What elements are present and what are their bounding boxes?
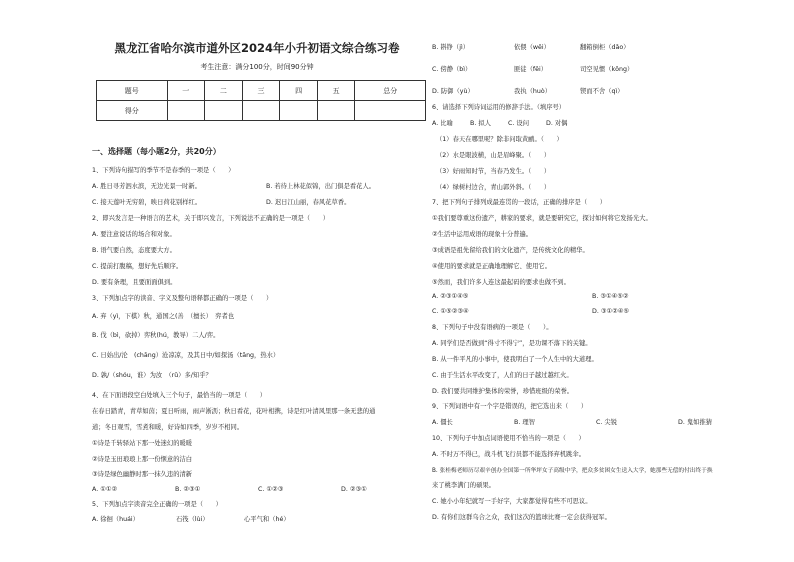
sentence-line: ⑤然而，我们许多人连这最起码的要求也做不到。 <box>432 279 570 286</box>
option-line: D. 鬼如推猜 <box>678 419 713 426</box>
section-heading: 一、选择题（每小题2分，共20分） <box>92 147 221 156</box>
option-line: 我执（huò） <box>514 88 552 95</box>
option-line: B. ③①④⑤② <box>592 293 629 300</box>
question-line: 5、下列加点字读音完全正确的一项是（ ） <box>92 501 222 508</box>
score-cell[interactable] <box>355 101 426 121</box>
option-line: C. 设问 <box>508 120 529 127</box>
question-line: 9、下列词语中有一个字是错误的，把它选出来（ ） <box>432 403 588 410</box>
option-line: 心平气和（hé） <box>244 516 290 523</box>
exam-note: 考生注意：满分100分，时间90分钟 <box>200 63 314 71</box>
passage-line: ②诗是玉田琅琅上那一份惬意的洁白 <box>92 456 193 463</box>
option-line: B. 语气要自然，态度要大方。 <box>92 247 176 254</box>
option-line: D. 要有条理，且要面面俱到。 <box>92 279 177 286</box>
question-line: 6、请选择下列诗词运用的修辞手法。（填序号） <box>432 104 566 111</box>
page-title: 黑龙江省哈尔滨市道外区2024年小升初语文综合练习卷 <box>114 41 400 55</box>
score-cell[interactable] <box>280 101 318 121</box>
option-line: C. 接天莲叶无穷碧，映日荷花别样红。 <box>92 199 202 206</box>
option-line: B. 从一件平凡的小事中，使我明白了一个人生中的大道理。 <box>432 356 598 363</box>
option-line: A. 胜日寻芳泗水滨，无边光景一时新。 <box>92 183 201 190</box>
option-line: A. 同学们是否做到“得寸不得宁”，是功课不落下的关键。 <box>432 340 592 347</box>
option-line: D. ③①②④⑤ <box>592 308 630 315</box>
sub-question-line: （1）春天在哪里呢？除非问取黄鹂。（ ） <box>436 136 563 143</box>
question-line: 10、下列句子中加点词语使用不恰当的一项是（ ） <box>432 435 585 442</box>
option-line: B. 张桂梅老师历尽艰辛创办全国第一所华坪女子高级中学，把众多贫困女生送入大学，她那些无偿的付出终于换 <box>432 468 713 474</box>
sentence-line: ②生活中运用成语的现象十分普遍。 <box>432 231 533 238</box>
score-cell[interactable] <box>167 101 205 121</box>
score-cell[interactable] <box>242 101 280 121</box>
option-line: C. 日始出/沦 (chāng）沧凉凉，及其日中/如探汤（tāng，热水） <box>92 352 280 359</box>
score-row-label: 得分 <box>97 101 168 121</box>
score-table <box>96 80 426 121</box>
option-line: B. 斟铮（jì） <box>432 44 470 51</box>
left-column <box>88 0 426 562</box>
sentence-line: ①我们要尊重这份遗产，耕家的要求，就是要研究它，探讨如何将它发扬光大。 <box>432 215 652 222</box>
right-column <box>430 0 770 562</box>
passage-line: ①诗是千转驿站下那一处迷幻的暖暖 <box>92 440 193 447</box>
option-line: 翻箱倒柜（dǎo） <box>580 44 630 51</box>
question-line: 2、即兴发言是一种语言的艺术，关于即兴发言，下列说法不正确的是一项是（ ） <box>92 215 329 222</box>
sentence-line: ③成语是祖先留给我们的文化遗产，是传统文化的精华。 <box>432 247 589 254</box>
score-table-header-row <box>97 81 426 101</box>
option-line: C. 由于生活水平改变了，人们的日子越过越红火。 <box>432 372 573 379</box>
option-line: C. 傍静（bì） <box>432 66 472 73</box>
question-line: 8、下列句子中没有语病的一项是（ ）。 <box>432 324 553 331</box>
question-line: 7、把下列句子排列成最连贯的一段话，正确的排序是（ ） <box>432 199 607 206</box>
score-header-cell: 五 <box>317 81 355 101</box>
question-line: 3、下列加点字的读音、字义及整句语释都正确的一项是（ ） <box>92 295 273 302</box>
sub-question-line: （4）绿树村边合，青山郭外斜。（ ） <box>436 184 551 191</box>
option-line: C. 她小小年纪就写一手好字，大家都觉得有些不可思议。 <box>432 498 592 505</box>
option-line: A. 要注意说话的场合和对象。 <box>92 231 176 238</box>
score-cell[interactable] <box>205 101 243 121</box>
score-header-cell: 三 <box>242 81 280 101</box>
option-line: B. 伐（bì，砍掉）弈秋(hú，教导）二人/弈。 <box>92 332 220 339</box>
option-line: A. 弃（yì，下棋）秋，通国之(善 （擅长） 弈者也 <box>92 313 235 320</box>
option-line: B. 拟人 <box>470 120 491 127</box>
option-line: D. 迟日江山丽，春风花草香。 <box>266 199 351 206</box>
passage-line: ③诗是绿色幽静时那一抹久违的清新 <box>92 471 193 478</box>
option-line: C. 提前打腹稿，想好先后顺序。 <box>92 263 183 270</box>
option-line: 锲而不舍（qì） <box>580 88 624 95</box>
sub-question-line: （2）水是眼波横，山是眉峰聚。（ ） <box>436 152 551 159</box>
option-line: A. 比喻 <box>432 120 453 127</box>
option-line: A. ②③①④⑤ <box>432 293 469 300</box>
option-line: D. 有你们这群乌合之众，我们这次的篮球比赛一定会获得冠军。 <box>432 514 611 521</box>
option-line: 来了桃李满门的硕果。 <box>432 482 495 489</box>
option-line: D. 孰/（shóu，谁）为汝 （rǔ）多/知乎？ <box>92 372 212 379</box>
option-line: 石筏（lùi） <box>176 516 209 523</box>
option-line: D. 防御（yù） <box>432 88 474 95</box>
option-line: A. 僵长 <box>432 419 453 426</box>
question-line: 4、在下面语段空白处填入三个句子，最恰当的一项是（ ） <box>92 392 267 399</box>
score-header-cell: 总分 <box>355 81 426 101</box>
passage-line: 道；冬日观雪，雪煮和暖，好诗如四季，岁岁不相同。 <box>92 424 244 431</box>
score-table-score-row <box>97 101 426 121</box>
option-line: D. 对偶 <box>546 120 568 127</box>
option-line: C. 尖锐 <box>596 419 617 426</box>
question-line: 1、下列诗句描写的季节不是春季的一项是（ ） <box>92 167 235 174</box>
option-line: B. 若待上林花似锦，出门俱是看花人。 <box>266 183 376 190</box>
option-line: C. ①②③ <box>258 486 284 493</box>
passage-line: 在春日踏青，青草如茵；夏日听雨，雨声淅沥；秋日看花，花叶相携，诗是红叶清风里那一条无悲的通 <box>92 408 376 415</box>
option-line: C. ①⑤②③④ <box>432 308 469 315</box>
option-line: 司空见惯（kōng） <box>580 66 634 73</box>
option-line: 依偎（wěi） <box>514 44 550 51</box>
sub-question-line: （3）好雨知时节，当春乃发生。（ ） <box>436 168 551 175</box>
option-line: A. 不时万不得已，战斗机飞行员都不能选择弃机跳伞。 <box>432 451 586 458</box>
option-line: B. 理智 <box>514 419 535 426</box>
score-header-cell: 题号 <box>97 81 168 101</box>
score-header-cell: 二 <box>205 81 243 101</box>
option-line: A. 徐徊（huái） <box>92 516 139 523</box>
option-line: D. 我们要共同维护集体的荣誉，珍惜班级的荣誉。 <box>432 388 574 395</box>
option-line: 匪徒（fěi） <box>514 66 548 73</box>
sentence-line: ④使用的要求就是正确地理解它、使用它。 <box>432 263 551 270</box>
score-header-cell: 一 <box>167 81 205 101</box>
score-header-cell: 四 <box>280 81 318 101</box>
option-line: B. ②③① <box>175 486 201 493</box>
option-line: A. ①①② <box>92 486 118 493</box>
option-line: D. ②③① <box>341 486 367 493</box>
score-cell[interactable] <box>317 101 355 121</box>
